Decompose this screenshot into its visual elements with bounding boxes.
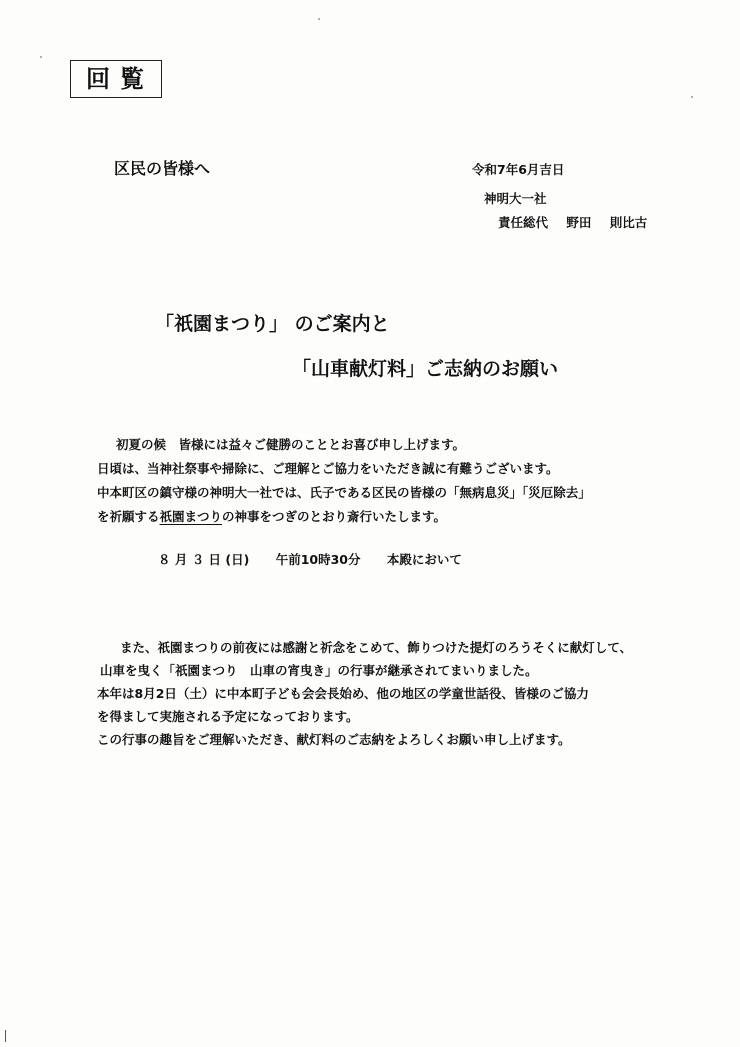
salutation: 区民の皆様へ xyxy=(114,159,211,178)
event-schedule xyxy=(158,550,462,568)
details-line-5: この行事の趣旨をご理解いただき、献灯料のご志納をよろしくお願い申し上げます。 xyxy=(97,732,571,747)
representative xyxy=(498,213,647,231)
intro-line-4-suffix: の神事をつぎのとおり斎行いたします。 xyxy=(222,509,447,524)
intro-line-3: 中本町区の鎮守様の神明大一社では、氏子である区民の皆様の「無病息災」「災厄除去」 xyxy=(97,485,591,500)
organization-name: 神明大一社 xyxy=(484,191,547,206)
intro-line-4 xyxy=(97,507,446,525)
title-line-2: 「山車献灯料」ご志納のお願い xyxy=(292,358,559,380)
details-line-2: 山車を曳く「祇園まつり 山車の宵曳き」の行事が継承されてまいりました。 xyxy=(100,663,538,678)
title-line-1: 「祇園まつり」 のご案内と xyxy=(155,313,390,335)
intro-line-2: 日頃は、当神社祭事や掃除に、ご理解とご協力をいただき誠に有難うございます。 xyxy=(97,461,559,476)
details-line-1: また、祇園まつりの前夜には感謝と祈念をこめて、飾りつけた提灯のろうそくに献灯して、 xyxy=(120,640,633,655)
event-time: 午前10時30分 xyxy=(275,552,361,567)
festival-name-underlined: 祇園まつり xyxy=(159,509,223,524)
details-line-4: を得まして実施される予定になっております。 xyxy=(97,709,359,724)
intro-line-1: 初夏の候 皆様には益々ご健勝のこととお喜び申し上げます。 xyxy=(116,437,466,452)
scan-speck xyxy=(318,18,320,20)
representative-given-name: 則比古 xyxy=(609,215,648,230)
details-line-3: 本年は8月2日（土）に中本町子ども会会長始め、他の地区の学童世話役、皆様のご協力 xyxy=(97,686,589,701)
representative-surname: 野田 xyxy=(566,215,592,230)
scan-speck xyxy=(40,56,42,58)
scan-speck xyxy=(691,96,693,98)
intro-line-4-prefix: を祈願する xyxy=(97,509,160,524)
event-place: 本殿において xyxy=(386,552,462,567)
circulation-stamp: 回覧 xyxy=(70,60,162,98)
representative-title: 責任総代 xyxy=(498,215,549,230)
event-date: ８ 月 ３ 日 (日) xyxy=(158,552,250,567)
issue-date: 令和7年6月吉日 xyxy=(472,162,565,177)
scan-margin-mark xyxy=(5,1030,6,1042)
